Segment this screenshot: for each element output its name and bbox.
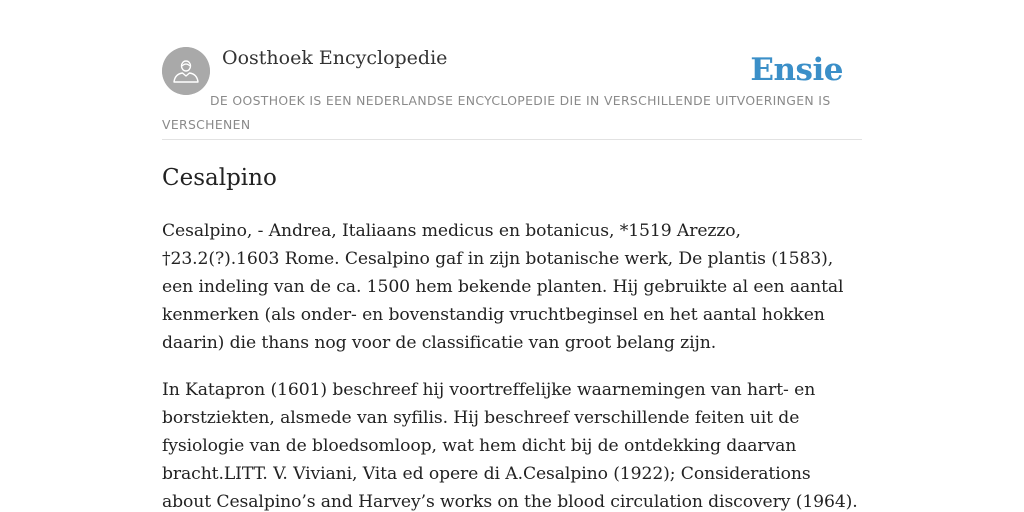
- header: [162, 46, 862, 140]
- site-tagline: DE OOSTHOEK IS EEN NEDERLANDSE ENCYCLOPEDIE DIE IN VERSCHILLENDE UITVOERINGEN IS VERSCHENEN: [162, 93, 831, 132]
- article-paragraph: In Katapron (1601) beschreef hij voortreffelijke waarnemingen van hart- en borstziekten, alsmede van syfilis. Hij beschreef verschillende feiten uit de fysiologie van de bloedsomloop, wat hem dicht bij de ontdekking daarvan bracht.LITT. V. Viviani, Vita ed opere di A.Cesalpino (1922); Considerations about Cesalpino’s and Harvey’s works on the blood circulation discovery (1964).: [162, 380, 858, 512]
- article-title: Cesalpino: [162, 165, 277, 191]
- site-title[interactable]: Oosthoek Encyclopedie: [222, 47, 448, 69]
- article-paragraph: Cesalpino, - Andrea, Italiaans medicus en botanicus, *1519 Arezzo, †23.2(?).1603 Rome. Cesalpino gaf in zijn botanische werk, De plantis (1583), een indeling van de ca. 1500 hem bekende planten. Hij gebruikte al een aantal kenmerken (als onder- en bovenstandig vruchtbeginsel en het aantal hokken daarin) die thans nog voor de classificatie van groot belang zijn.: [162, 221, 844, 353]
- brand-logo[interactable]: Ensie: [750, 52, 843, 88]
- article: [162, 160, 862, 512]
- user-avatar-icon[interactable]: [162, 47, 210, 95]
